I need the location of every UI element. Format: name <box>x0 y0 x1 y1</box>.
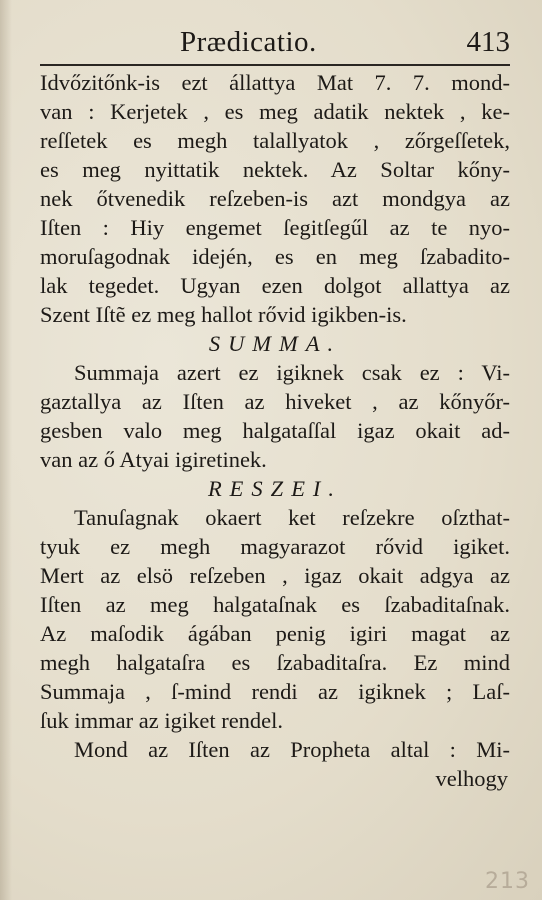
text-line: gesben valo meg halgataſſal igaz okait ad- <box>40 418 510 443</box>
text-line: gaztallya az Iſten az hiveket , az kőnyőr- <box>40 389 510 414</box>
text-line: Szent Iſtẽ ez meg hallot rővid igikben-is. <box>40 302 407 327</box>
text-line: ſuk immar az igiket rendel. <box>40 708 284 733</box>
text-line: Tanuſagnak okaert ket reſzekre oſzthat- <box>74 505 510 530</box>
catchword: velhogy <box>435 766 508 791</box>
page-header <box>40 22 510 62</box>
text-line: Az maſodik ágában penig igiri magat az <box>40 621 510 646</box>
text-line: Iſten : Hiy engemet ſegitſegűl az te nyo- <box>40 215 510 240</box>
section-heading-reszei: RESZEI. <box>207 476 343 501</box>
text-line: Summaja azert ez igiknek csak ez : Vi- <box>74 360 510 385</box>
text-line: nek őtvenedik reſzeben-is azt mondgya az <box>40 186 510 211</box>
text-line: Iſten az meg halgataſnak es ſzabaditaſnak. <box>40 592 510 617</box>
text-line: reſſetek es megh talallyatok , zőrgeſſetek, <box>40 128 510 153</box>
text-line: Mert az elsö reſzeben , igaz okait adgya az <box>40 563 510 588</box>
section-heading-summa: SUMMA. <box>208 331 342 356</box>
text-line: van az ő Atyai igiretinek. <box>40 447 267 472</box>
text-line: moruſagodnak idején, es en meg ſzabadito- <box>40 244 510 269</box>
header-rule <box>40 64 510 66</box>
text-line: lak tegedet. Ugyan ezen dolgot allattya az <box>40 273 510 298</box>
pencil-folio-number: 213 <box>485 869 530 894</box>
page-edge-shadow <box>0 0 12 900</box>
text-line: tyuk ez megh magyarazot rővid igiket. <box>40 534 510 559</box>
text-line: Mond az Iſten az Propheta altal : Mi- <box>74 737 510 762</box>
text-line: Summaja , ſ-mind rendi az igiknek ; Laſ- <box>40 679 510 704</box>
text-line: es meg nyittatik nektek. Az Soltar kőny- <box>40 157 510 182</box>
text-line: van : Kerjetek , es meg adatik nektek , ke- <box>40 99 510 124</box>
page-number: 413 <box>466 26 510 58</box>
body-text <box>40 68 510 793</box>
text-line: megh halgataſra es ſzabaditaſra. Ez mind <box>40 650 510 675</box>
text-line: Idvőzitőnk-is ezt állattya Mat 7. 7. mond- <box>40 70 510 95</box>
running-title: Prædicatio. <box>180 26 317 58</box>
